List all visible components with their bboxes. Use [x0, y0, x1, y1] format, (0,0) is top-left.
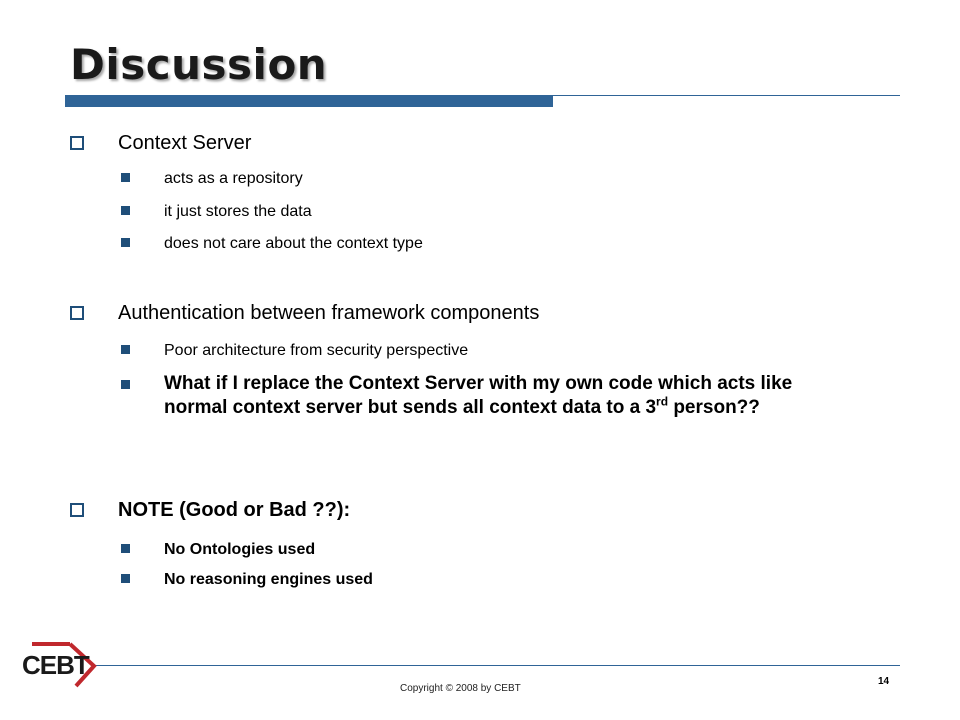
bullet-text: No Ontologies used — [164, 541, 316, 558]
square-bullet-icon — [121, 380, 130, 389]
bullet-text: acts as a repository — [164, 170, 303, 187]
bullet-text: it just stores the data — [164, 203, 312, 220]
square-bullet-icon — [121, 544, 130, 553]
square-bullet-icon — [121, 238, 130, 247]
hollow-square-bullet-icon — [70, 136, 84, 150]
bullet-text-tail: person?? — [668, 397, 760, 418]
logo-text: CEBT — [22, 650, 89, 680]
hollow-square-bullet-icon — [70, 306, 84, 320]
ordinal-superscript: rd — [656, 394, 669, 409]
section-label: Context Server — [118, 132, 252, 154]
page-number: 14 — [878, 676, 890, 687]
bullet-text: Poor architecture from security perspective — [164, 342, 469, 359]
footer-rule — [95, 665, 900, 666]
bullet-text: No reasoning engines used — [164, 571, 373, 588]
square-bullet-icon — [121, 173, 130, 182]
square-bullet-icon — [121, 574, 130, 583]
section-label: Authentication between framework components — [118, 302, 540, 324]
bullet-text: does not care about the context type — [164, 235, 423, 252]
square-bullet-icon — [121, 206, 130, 215]
slide-title: Discussion — [70, 40, 328, 89]
title-underline-rule — [553, 95, 900, 96]
hollow-square-bullet-icon — [70, 503, 84, 517]
section-label: NOTE (Good or Bad ??): — [118, 499, 351, 521]
square-bullet-icon — [121, 345, 130, 354]
bullet-text-question — [164, 372, 844, 420]
title-underline-bar — [65, 95, 553, 107]
bullet-text: What if I replace the Context Server with my own code which acts like normal context server but sends all context data to a 3 — [164, 373, 793, 418]
copyright-text: Copyright © 2008 by CEBT — [400, 683, 521, 694]
